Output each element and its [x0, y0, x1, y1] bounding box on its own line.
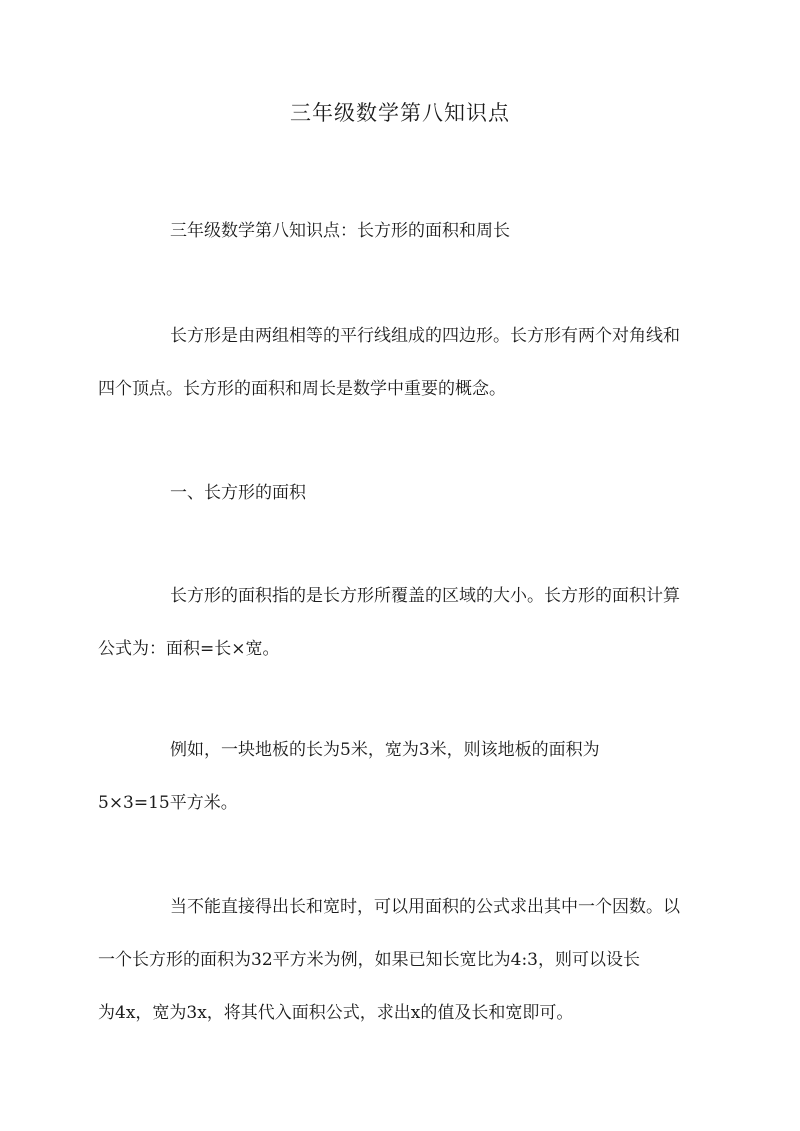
example-paragraph: [98, 724, 702, 830]
document-title: 三年级数学第八知识点: [290, 101, 510, 125]
example-line-2: 5×3=15平方米。: [98, 793, 238, 813]
area-definition-line-1: 长方形的面积指的是长方形所覆盖的区域的大小。长方形的面积计算: [170, 586, 680, 606]
section1-heading-paragraph: [98, 467, 702, 520]
intro-line-1: 长方形是由两组相等的平行线组成的四边形。长方形有两个对角线和: [170, 326, 680, 346]
intro-line-2: 四个顶点。长方形的面积和周长是数学中重要的概念。: [98, 379, 506, 399]
area-definition-paragraph: [98, 570, 702, 676]
factor-line-2: 一个长方形的面积为32平方米为例，如果已知长宽比为4:3，则可以设长: [98, 950, 640, 970]
section1-heading: 一、长方形的面积: [170, 483, 306, 503]
example-line-1: 例如，一块地板的长为5米，宽为3米，则该地板的面积为: [170, 740, 600, 760]
factor-line-1: 当不能直接得出长和宽时，可以用面积的公式求出其中一个因数。以: [170, 897, 680, 917]
factor-paragraph: [98, 881, 702, 1040]
subtitle-paragraph: [98, 205, 702, 258]
subtitle-line: 三年级数学第八知识点：长方形的面积和周长: [170, 221, 510, 241]
area-definition-line-2: 公式为：面积=长×宽。: [98, 639, 280, 659]
factor-line-3: 为4x，宽为3x，将其代入面积公式，求出x的值及长和宽即可。: [98, 1003, 574, 1023]
intro-paragraph: [98, 310, 702, 416]
